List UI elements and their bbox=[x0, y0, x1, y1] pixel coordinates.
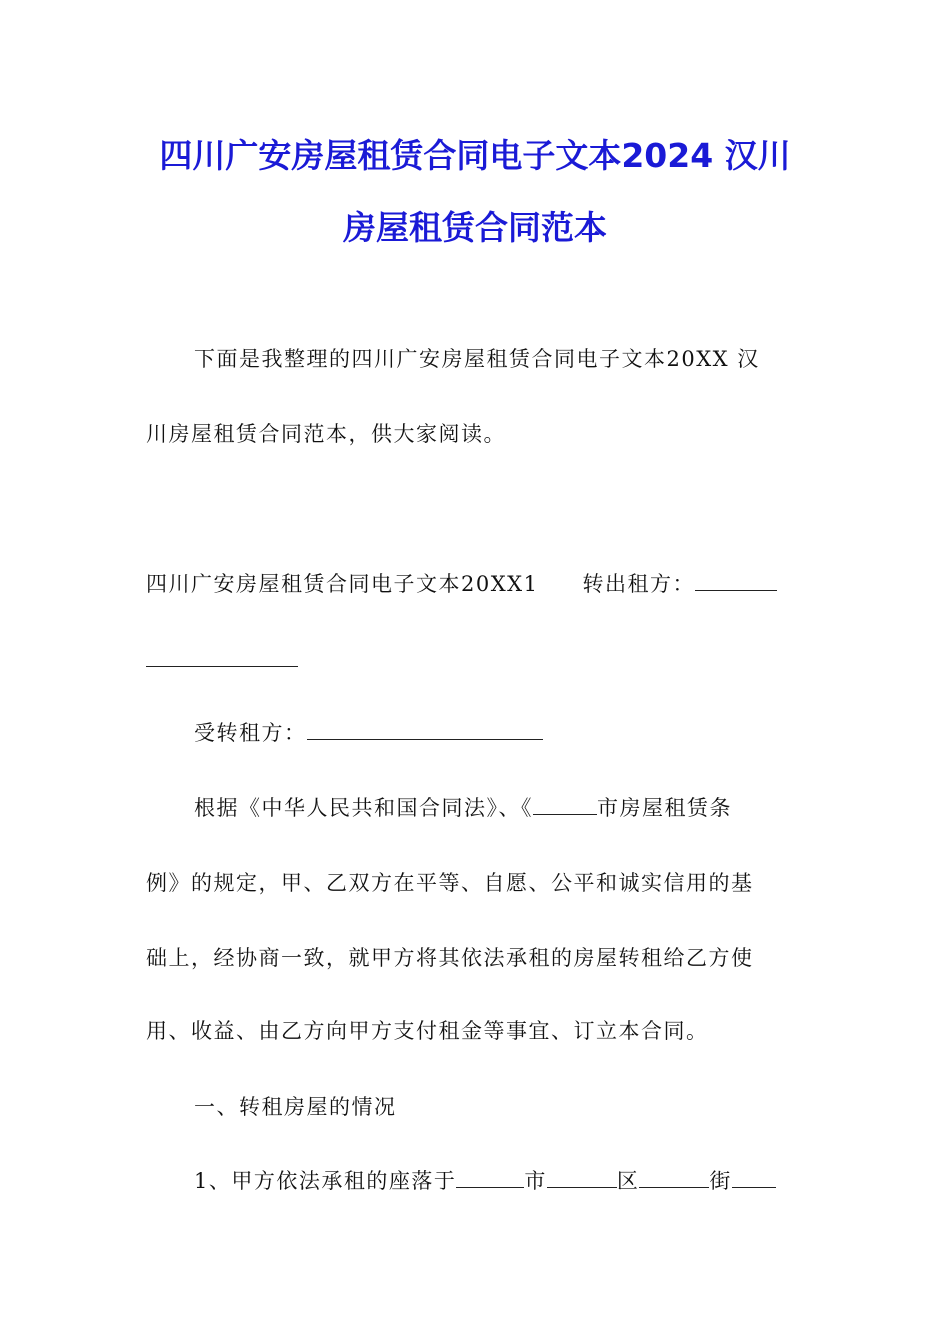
sublessor-blank-continued bbox=[146, 648, 298, 667]
sublessor-blank bbox=[695, 572, 777, 591]
item1-line bbox=[194, 1166, 776, 1196]
para1-line1-b: 市房屋租赁条 bbox=[597, 796, 732, 820]
para1-line1 bbox=[194, 793, 732, 823]
sublessee-line bbox=[194, 718, 543, 748]
sublessee-blank bbox=[307, 721, 543, 740]
document-title-line2: 房屋租赁合同范本 bbox=[343, 208, 607, 247]
contract-heading-line bbox=[146, 569, 777, 599]
item1-city: 市 bbox=[524, 1169, 547, 1193]
sublessee-label: 受转租方： bbox=[194, 721, 307, 745]
item1-district-blank bbox=[547, 1169, 617, 1188]
item1-tail-blank bbox=[732, 1169, 776, 1188]
city-blank-1 bbox=[533, 796, 597, 815]
para1-line4: 用、收益、由乙方向甲方支付租金等事宜、订立本合同。 bbox=[146, 1019, 709, 1043]
item1-district: 区 bbox=[616, 1169, 640, 1193]
para1-line1-a: 根据《中华人民共和国合同法》、《 bbox=[194, 796, 533, 820]
item1-text: 1、甲方依法承租的座落于 bbox=[194, 1169, 457, 1193]
section1-heading: 一、转租房屋的情况 bbox=[194, 1095, 397, 1119]
document-title-line1: 四川广安房屋租赁合同电子文本2024 汉川 bbox=[159, 136, 791, 175]
contract-heading: 四川广安房屋租赁合同电子文本20XX1 bbox=[146, 572, 539, 596]
intro-line2: 川房屋租赁合同范本，供大家阅读。 bbox=[146, 422, 506, 446]
sublessor-label: 转出租方： bbox=[582, 572, 695, 596]
para1-line3: 础上，经协商一致，就甲方将其依法承租的房屋转租给乙方使 bbox=[146, 946, 754, 970]
item1-city-blank bbox=[456, 1169, 524, 1188]
item1-street: 街 bbox=[709, 1169, 732, 1193]
intro-line1: 下面是我整理的四川广安房屋租赁合同电子文本20XX 汉 bbox=[194, 347, 760, 371]
para1-line2: 例》的规定，甲、乙双方在平等、自愿、公平和诚实信用的基 bbox=[146, 871, 754, 895]
item1-street-blank bbox=[639, 1169, 709, 1188]
